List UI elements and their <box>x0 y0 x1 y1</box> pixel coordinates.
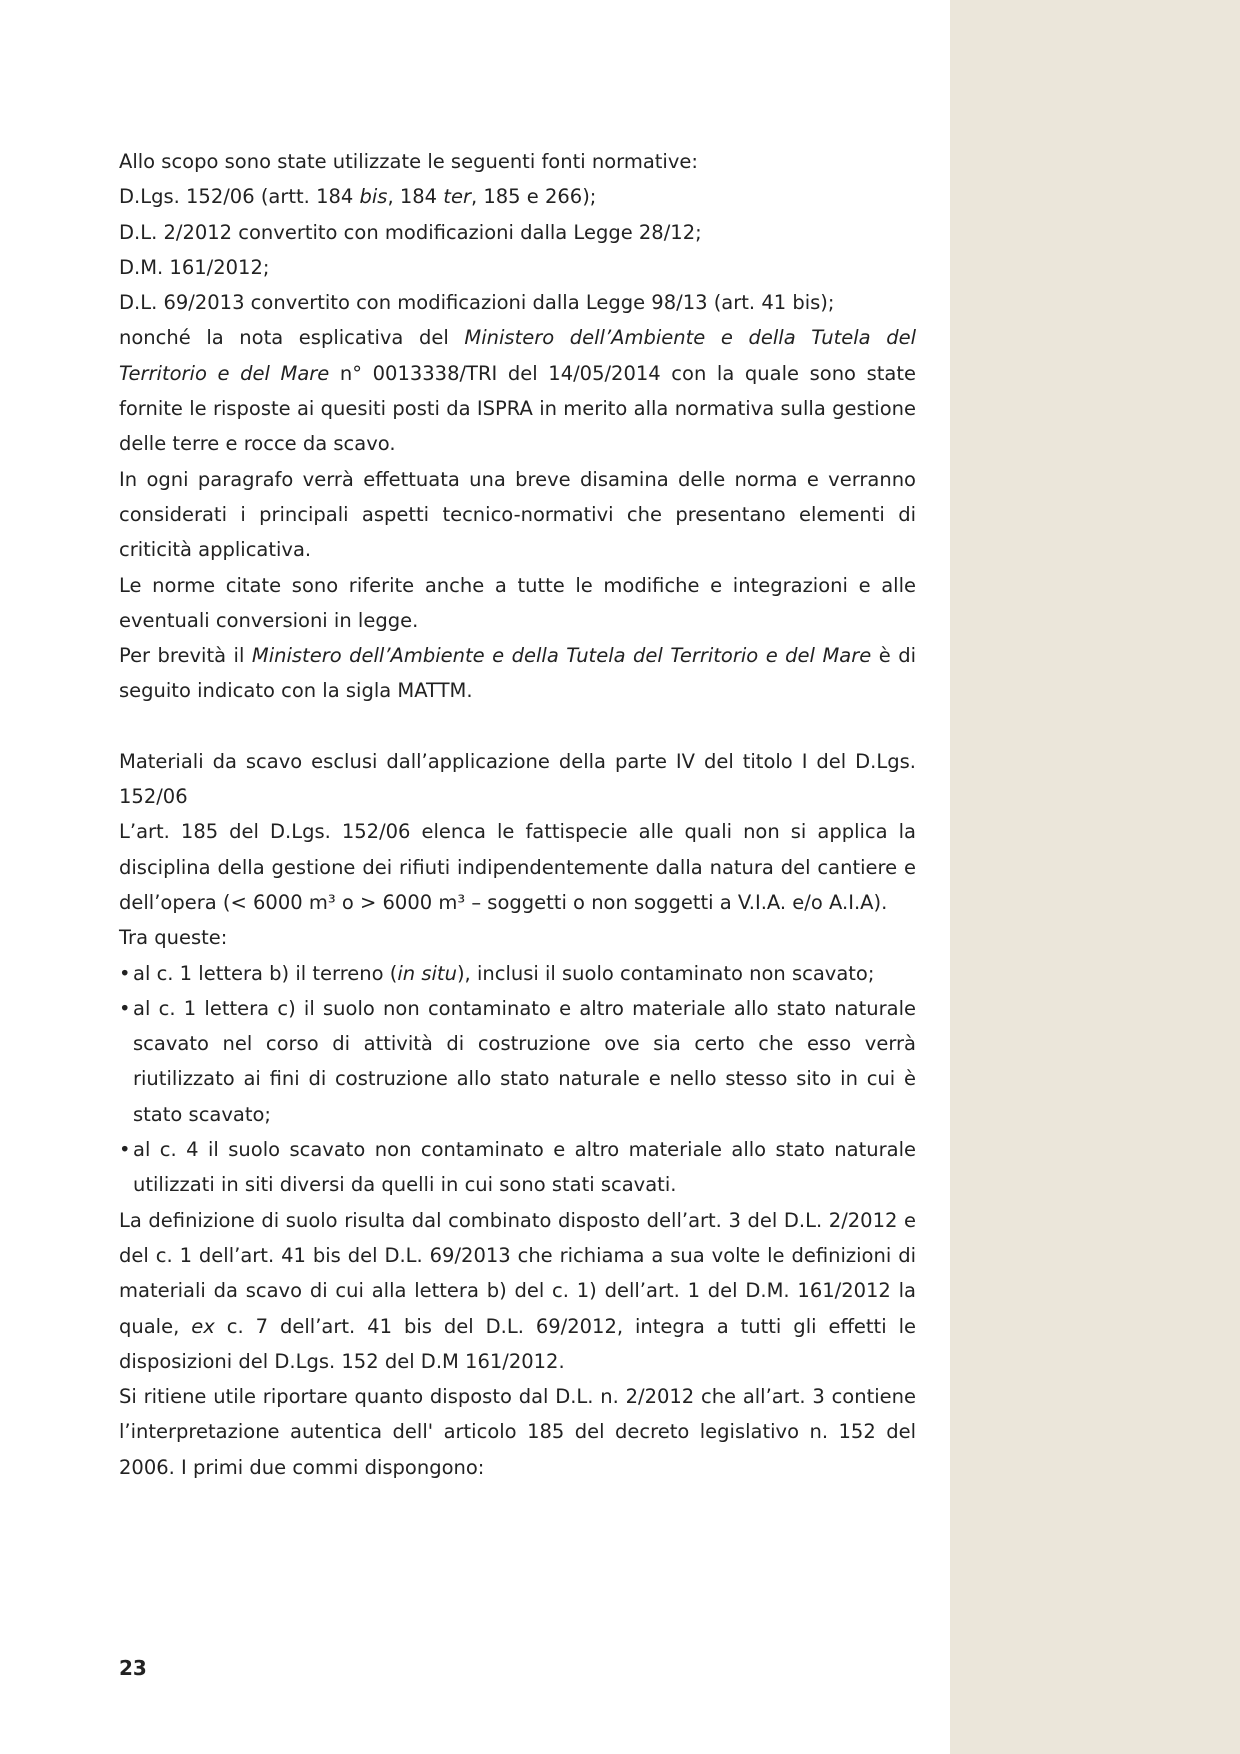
source-dl-2-2012: D.L. 2/2012 convertito con modificazioni dalla Legge 28/12; <box>119 220 702 244</box>
source-dl-69-2013: D.L. 69/2013 convertito con modificazioni dalla Legge 98/13 (art. 41 bis); <box>119 291 835 315</box>
nota-paragraph: nonché la nota esplicativa del Ministero dell’Ambiente e della Tutela del Territorio e del Mare n° 0013338/TRI del 14/05/2014 con la quale sono state fornite le risposte ai quesiti posti da ISPRA in merito alla normativa sulla gestione delle terre e rocce da scavo. <box>119 326 916 456</box>
list-item: • al c. 1 lettera b) il terreno (in situ), inclusi il suolo contaminato non scavato; <box>119 956 916 991</box>
bullet-icon: • <box>119 961 131 985</box>
page-body <box>119 144 916 1485</box>
source-dm-161-2012: D.M. 161/2012; <box>119 255 270 279</box>
source-dlgs-152: D.Lgs. 152/06 (artt. 184 bis, 184 ter, 185 e 266); <box>119 185 597 209</box>
list-item: • al c. 4 il suolo scavato non contaminato e altro materiale allo stato naturale utilizzati in siti diversi da quelli in cui sono stati scavati. <box>119 1132 916 1203</box>
section-title: Materiali da scavo esclusi dall’applicazione della parte IV del titolo I del D.Lgs. 152/06 <box>119 749 916 809</box>
page-number: 23 <box>119 1656 147 1680</box>
intro-line: Allo scopo sono state utilizzate le seguenti fonti normative: <box>119 150 698 173</box>
paragraph-mattm: Per brevità il Ministero dell’Ambiente e della Tutela del Territorio e del Mare è di seguito indicato con la sigla MATTM. <box>119 644 916 703</box>
paragraph-final: Si ritiene utile riportare quanto disposto dal D.L. n. 2/2012 che all’art. 3 contiene l’interpretazione autentica dell' articolo 185 del decreto legislativo n. 152 del 2006. I primi due commi dispongono: <box>119 1385 916 1479</box>
list-item: • al c. 1 lettera c) il suolo non contaminato e altro materiale allo stato naturale scavato nel corso di attività di costruzione ove sia certo che esso verrà riutilizzato ai fini di costruzione allo stato naturale e nello stesso sito in cui è stato scavato; <box>119 991 916 1132</box>
exclusion-list <box>119 956 916 1203</box>
side-band <box>950 0 1240 1754</box>
paragraph-disamina: In ogni paragrafo verrà effettuata una breve disamina delle norma e verranno considerati i principali aspetti tecnico-normativi che presentano elementi di criticità applicativa. <box>119 467 916 562</box>
tra-queste: Tra queste: <box>119 926 228 950</box>
bullet-icon: • <box>119 1138 131 1162</box>
paragraph-art185: L’art. 185 del D.Lgs. 152/06 elenca le fattispecie alle quali non si applica la disciplina della gestione dei rifiuti indipendentemente dalla natura del cantiere e dell’opera (< 6000 m³ o > 6000 m³ – soggetti o non soggetti a V.I.A. e/o A.I.A). <box>119 820 916 914</box>
paragraph-norme: Le norme citate sono riferite anche a tutte le modifiche e integrazioni e alle eventuali conversioni in legge. <box>119 573 916 632</box>
paragraph-definizione: La definizione di suolo risulta dal combinato disposto dell’art. 3 del D.L. 2/2012 e del c. 1 dell’art. 41 bis del D.L. 69/2013 che richiama a sua volte le definizioni di materiali da scavo di cui alla lettera b) del c. 1) dell’art. 1 del D.M. 161/2012 la quale, ex c. 7 dell’art. 41 bis del D.L. 69/2012, integra a tutti gli effetti le disposizioni del D.Lgs. 152 del D.M 161/2012. <box>119 1208 916 1373</box>
bullet-icon: • <box>119 996 131 1020</box>
paragraph-spacer <box>119 709 916 744</box>
